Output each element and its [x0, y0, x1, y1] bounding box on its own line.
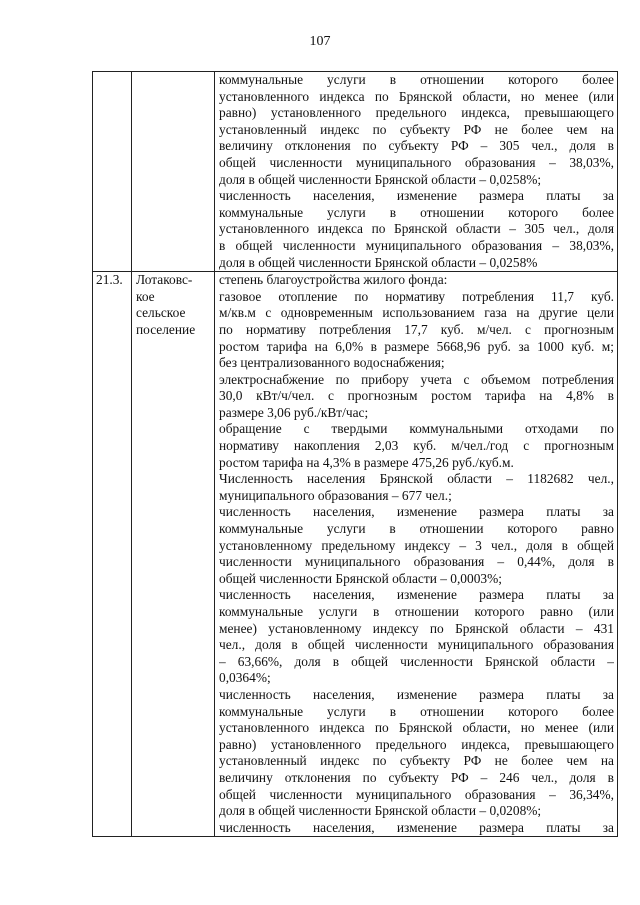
text-line: ростом тарифа на 6,0% в размере 5668,96 руб. за 1000 куб. м; — [219, 338, 614, 354]
text-line: чел., доля в общей численности муниципального образования — [219, 637, 614, 653]
description-cell — [215, 72, 618, 272]
text-line: по нормативу потребления 17,7 куб. м/чел. с прогнозным — [219, 321, 614, 337]
text-line: доля в общей численности Брянской области – 0,0258%; — [219, 171, 542, 187]
text-line: коммунальные услуги в отношении которого равно — [219, 521, 614, 537]
text-line: газовое отопление по нормативу потребления 11,7 куб. — [219, 288, 614, 304]
description-text — [215, 72, 617, 271]
text-line: электроснабжение по прибору учета с объемом потребления — [219, 371, 614, 387]
text-line: коммунальные услуги в отношении которого более — [219, 72, 614, 87]
text-line: коммунальные услуги в отношении которого более — [219, 204, 614, 220]
text-line: установленного индекса по Брянской области – 305 чел., доля — [219, 221, 614, 237]
text-line: установленный индекс по субъекту РФ не более чем на — [219, 753, 614, 769]
text-line: численность населения, изменение размера платы за — [219, 587, 614, 603]
table-row — [93, 272, 618, 837]
text-line: численности муниципального образования – 0,44%, доля в — [219, 554, 614, 570]
text-line: ростом тарифа на 4,3% в размере 475,26 руб./куб.м. — [219, 454, 514, 470]
municipality-name-line: кое — [136, 288, 155, 304]
text-line: численность населения, изменение размера платы за — [219, 686, 614, 702]
text-line: величину отклонения по субъекту РФ – 305 чел., доля в — [219, 138, 614, 154]
text-line: установленный индекс по субъекту РФ не более чем на — [219, 121, 614, 137]
description-text — [215, 272, 617, 836]
text-line: доля в общей численности Брянской области – 0,0258% — [219, 254, 538, 270]
text-line: общей численности муниципального образования – 38,03%, — [219, 154, 614, 170]
municipality-name — [132, 272, 214, 338]
text-line: коммунальные услуги в отношении которого равно (или — [219, 604, 614, 619]
text-line: численность населения, изменение размера платы за — [219, 819, 614, 835]
text-line: общей численности муниципального образования – 36,34%, — [219, 786, 614, 802]
text-line: доля в общей численности Брянской области – 0,0208%; — [219, 803, 542, 819]
municipality-cell — [132, 272, 215, 837]
page-number: 107 — [309, 34, 331, 49]
text-line: м/кв.м с одновременным использованием газа на другие цели — [219, 305, 614, 321]
text-line: установленного индекса по Брянской области, но менее (или — [219, 88, 614, 104]
text-line: численность населения, изменение размера платы за — [219, 188, 614, 204]
text-line: муниципального образования – 677 чел.; — [219, 487, 452, 503]
text-line: установленного индекса по Брянской области, но менее (или — [219, 720, 614, 736]
row-number: 21.3. — [96, 272, 123, 288]
text-line: 0,0364%; — [219, 670, 271, 686]
table-row — [93, 72, 618, 272]
text-line: общей численности Брянской области – 0,0003%; — [219, 570, 502, 586]
text-line: коммунальные услуги в отношении которого более — [219, 703, 614, 719]
text-line: 30,0 кВт/ч/чел. с прогнозным ростом тарифа на 4,8% в — [219, 388, 614, 404]
text-line: численность населения, изменение размера платы за — [219, 504, 614, 520]
text-line: менее) установленному индексу по Брянской области – 431 — [219, 620, 614, 636]
text-line: в общей численности муниципального образования – 38,03%, — [219, 237, 614, 253]
municipality-cell — [132, 72, 215, 272]
row-number-cell — [93, 272, 132, 837]
text-line: нормативу накопления 2,03 куб. м/чел./год с прогнозным — [219, 438, 614, 454]
text-line: равно) установленного предельного индекса, превышающего — [219, 736, 614, 752]
municipality-name-line: поселение — [136, 321, 196, 337]
row-number-cell — [93, 72, 132, 272]
text-line: Численность населения Брянской области – 1182682 чел., — [219, 471, 614, 487]
text-line: равно) установленного предельного индекса, превышающего — [219, 105, 614, 121]
text-line: размере 3,06 руб./кВт/час; — [219, 404, 369, 420]
text-line: величину отклонения по субъекту РФ – 246 чел., доля в — [219, 769, 614, 785]
text-line: установленному предельному индексу – 3 чел., доля в общей — [219, 537, 614, 553]
municipality-name-line: Лотаковс- — [136, 272, 193, 288]
text-line: обращение с твердыми коммунальными отходами по — [219, 421, 614, 437]
municipality-name-line: сельское — [136, 305, 186, 321]
text-line: степень благоустройства жилого фонда: — [219, 272, 448, 288]
text-line: без централизованного водоснабжения; — [219, 355, 445, 371]
description-cell — [215, 272, 618, 837]
document-table — [92, 71, 618, 837]
text-line: – 63,66%, доля в общей численности Брянской области – — [219, 653, 614, 669]
